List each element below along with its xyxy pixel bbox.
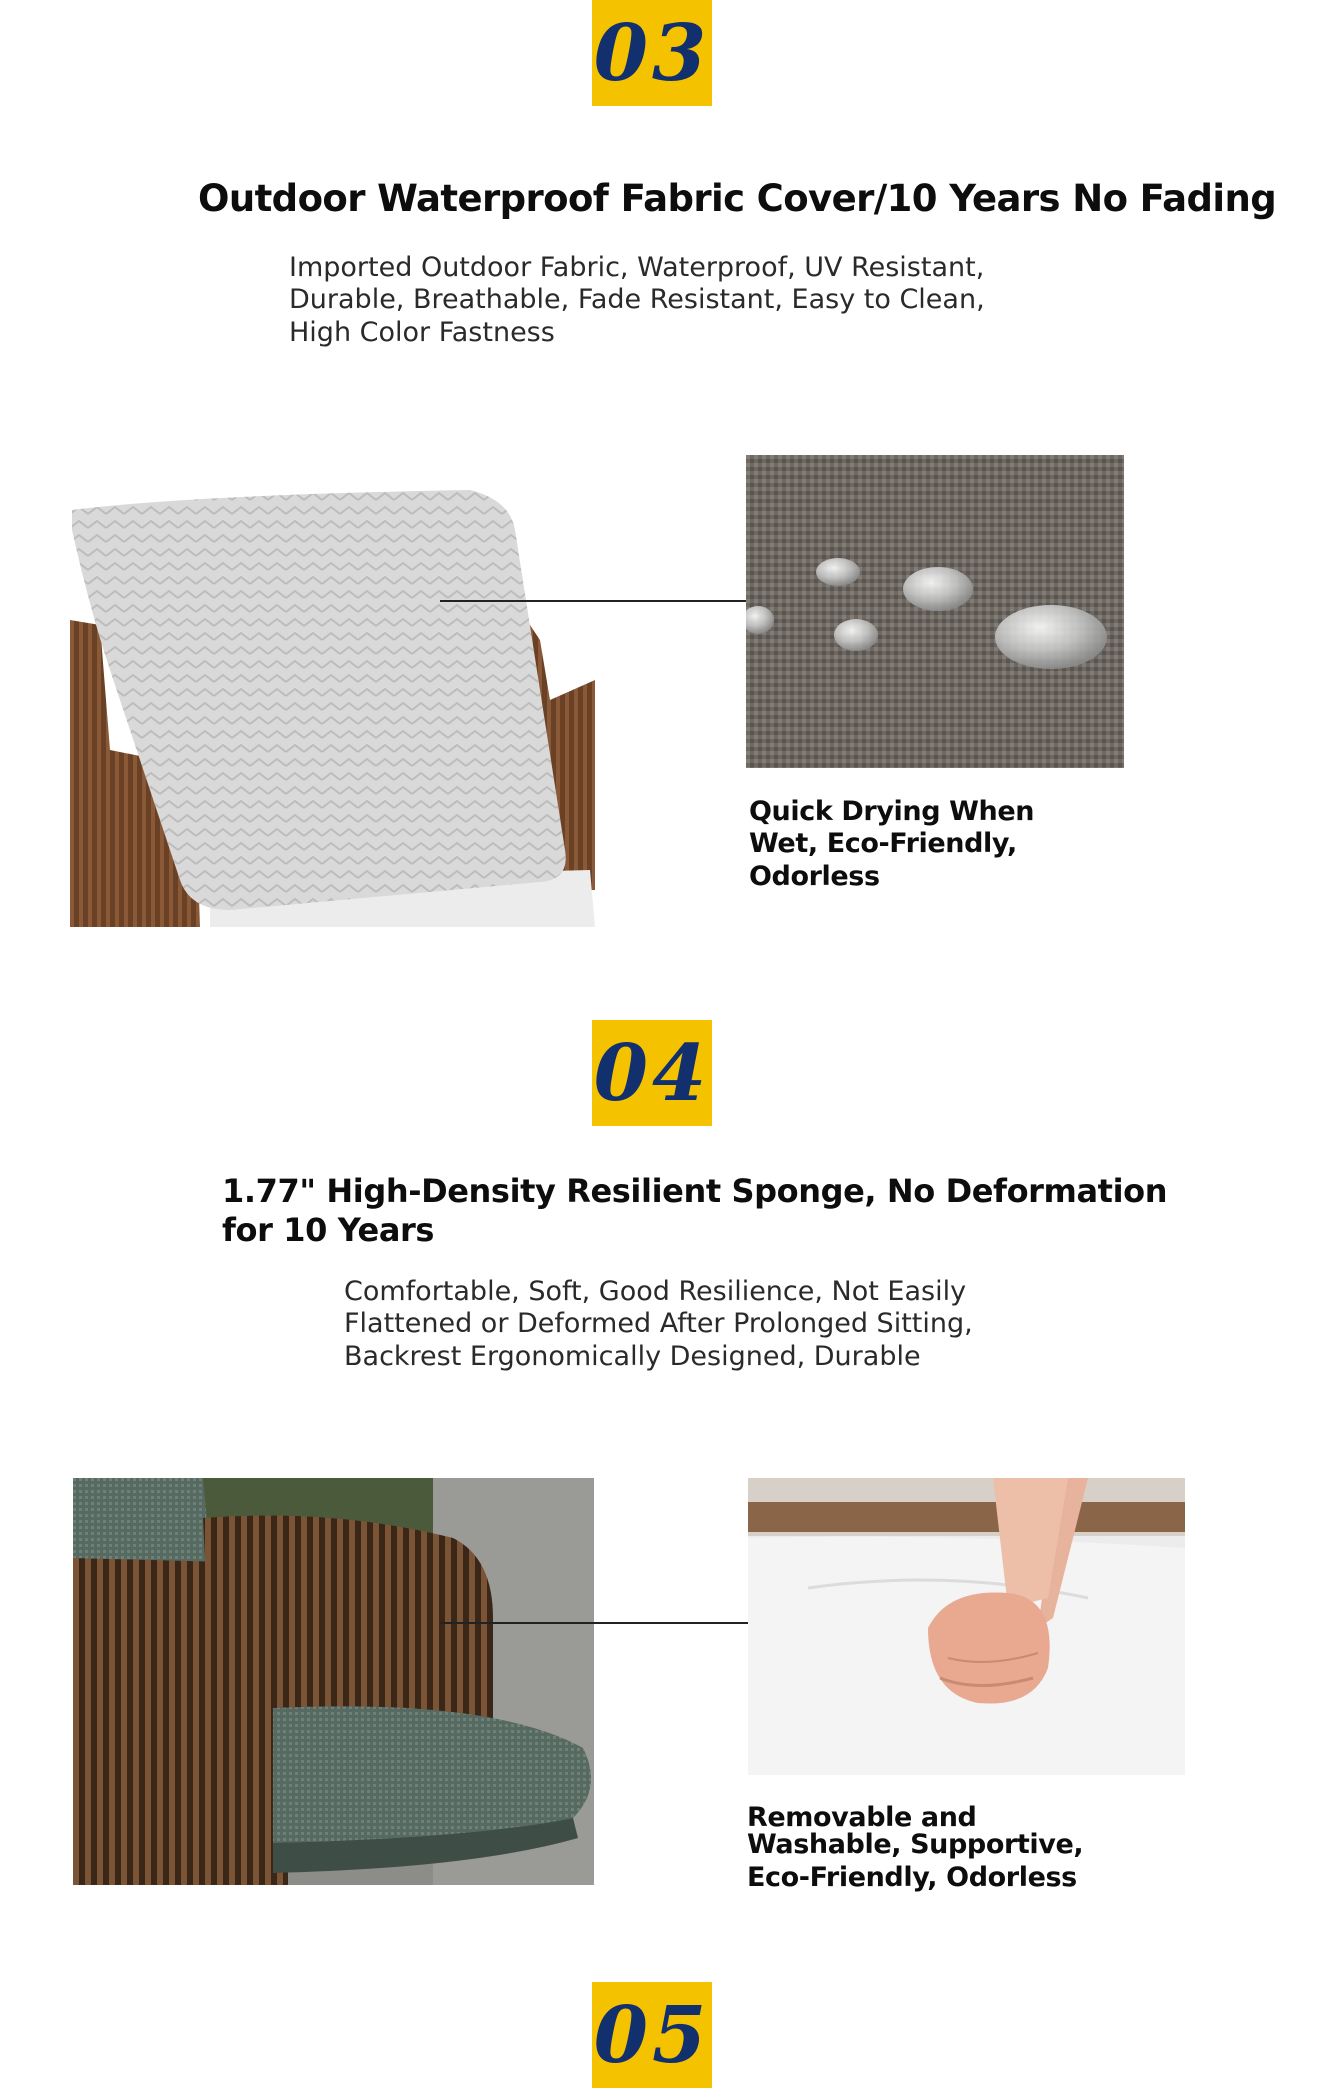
title-line: for 10 Years (222, 1211, 435, 1250)
section-title-03: Outdoor Waterproof Fabric Cover/10 Years No Fading (198, 177, 1277, 220)
caption-line: Odorless (749, 860, 880, 892)
section-number-badge-04 (592, 1020, 712, 1126)
description-line: Backrest Ergonomically Designed, Durable (344, 1340, 921, 1372)
caption-line: Eco-Friendly, Odorless (747, 1862, 1077, 1893)
feature-caption-04 (747, 1804, 1083, 1891)
section-number-badge-05 (592, 1982, 712, 2088)
green-cushion-chair-photo (73, 1478, 594, 1885)
section-number: 03 (593, 7, 711, 99)
section-description-03 (289, 252, 985, 349)
feature-caption-03 (749, 796, 1034, 893)
title-line: 1.77" High-Density Resilient Sponge, No Deformation (222, 1172, 1168, 1210)
caption-line: Quick Drying When (749, 796, 1035, 827)
section-number-badge-03 (592, 0, 712, 106)
description-line: High Color Fastness (289, 316, 555, 348)
waterproof-fabric-closeup-photo (746, 455, 1124, 768)
caption-line: Wet, Eco-Friendly, (749, 828, 1017, 860)
section-number: 04 (593, 1027, 711, 1119)
description-line: Durable, Breathable, Fade Resistant, Easy to Clean, (289, 284, 985, 316)
cushion-chair-photo (70, 490, 595, 927)
section-title-04 (222, 1172, 1167, 1250)
description-line: Flattened or Deformed After Prolonged Sitting, (344, 1308, 973, 1340)
section-description-04 (344, 1276, 973, 1373)
section-number: 05 (593, 1990, 711, 2081)
description-line: Imported Outdoor Fabric, Waterproof, UV Resistant, (289, 252, 985, 283)
sponge-press-photo (748, 1478, 1185, 1775)
caption-line: Washable, Supportive, (747, 1829, 1084, 1860)
caption-line: Removable and (747, 1802, 977, 1833)
description-line: Comfortable, Soft, Good Resilience, Not Easily (344, 1276, 967, 1307)
